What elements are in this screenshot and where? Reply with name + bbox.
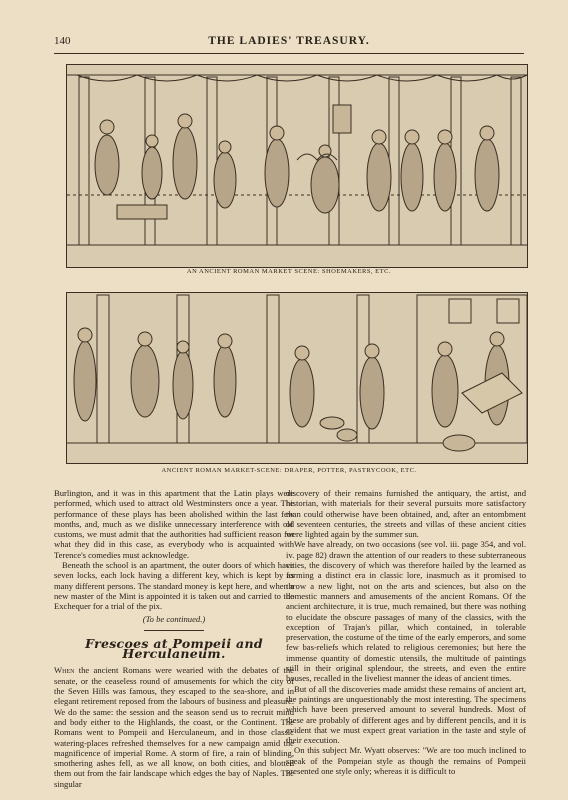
running-head: THE LADIES' TREASURY. bbox=[208, 35, 370, 47]
article-title: Frescoes at Pompeii and Herculaneum. bbox=[85, 635, 263, 662]
figure-caption-2: ANCIENT ROMAN MARKET-SCENE: DRAPER, POTTER, PASTRYCOOK, ETC. bbox=[161, 467, 417, 474]
right-column bbox=[286, 488, 526, 776]
right-paragraph-1: discovery of their remains furnished the antiquary, the artist, and historian, with materials for their several pursuits more satisfactory than could otherwise have been obtained, and, after an entombment of seventeen centuries, the streets and villas of these ancient cities were lighted again by the summer sun. bbox=[286, 488, 526, 540]
figure-caption-1: AN ANCIENT ROMAN MARKET SCENE: SHOEMAKERS, ETC. bbox=[186, 268, 392, 275]
page-header bbox=[54, 35, 524, 53]
engraving-draper-potter bbox=[66, 292, 528, 464]
left-paragraph-2: Beneath the school is an apartment, the outer doors of which have seven locks, each lock having a different key, which is kept by as many different persons. The standard money is kept here, and when a new master of the Mint is appointed it is taken out and carried to the Exchequer for a trial of the pix. bbox=[54, 560, 294, 612]
right-paragraph-3: But of all the discoveries made amidst these remains of ancient art, the paintings are unquestionably the most interesting. The specimens which have been preserved amount to several hundreds. Most of these are probably of different ages and by different pencils, and it is evident that we must expect great variation in the taste and style of their execution. bbox=[286, 683, 526, 746]
right-paragraph-2: We have already, on two occasions (see vol. iii. page 354, and vol. iv. page 82) drawn the attention of our readers to these subterraneous cities, the discovery of which was therefore hailed by the learned as forming a distinct era in classic lore, inasmuch as it promised to throw a new light, not on the arts and sciences, but also on the domestic manners and amusements of the ancient Romans. Of the ancient architecture, it is true, much remained, but there was nothing to elucidate the obscure passages of many of the classics, with the exception of Trajan's pillar, which contained, in tolerable preservation, the costume of the time of the early emperors, and some few bas-reliefs which related to religious ceremonies; but here the immense quantity of domestic utensils, the multitude of paintings still in their original splendour, the streets, and even the entire houses, recalled in the liveliest manner the ideas of ancient times. bbox=[286, 539, 526, 684]
left-paragraph-3-text: the ancient Romans were wearied with the debates of the senate, or the ceaseless round of amusements for which the city of the Seven Hills was famous, they escaped to the sea-shore, and in elegant retirement reposed from the labours of business and pleasure. We do the same: the session and the season send us to recruit mind and body either to the Highlands, the coast, or the Continent. The Romans went to Pompeii and Herculaneum, and in those classic watering-places refreshed themselves for a new campaign amid the magnificence of imperial Rome. A storm of fire, a rain of blinding, smothering ashes fell, as we all know, on both cities, and blotted them out from the fair landscape which edges the bay of Naples. The singular bbox=[54, 665, 294, 789]
engraving-shoemakers bbox=[66, 64, 528, 268]
page-number: 140 bbox=[54, 35, 71, 47]
draper-potter-illustration bbox=[67, 293, 527, 463]
left-column bbox=[54, 488, 294, 789]
shoemakers-illustration bbox=[67, 65, 527, 267]
title-rule bbox=[144, 630, 204, 631]
continued-note: (To be continued.) bbox=[142, 613, 206, 624]
left-paragraph-1: Burlington, and it was in this apartment that the Latin plays were performed, which used to attract old Westminsters once a year. The performance of these plays has been abolished within the last few months, and, much as we dislike unnecessary interference with old customs, we must admit that the authorities had sufficient reason for what they did in this case, as everybody who is acquainted with Terence's comedies must acknowledge. bbox=[54, 488, 294, 560]
header-rule bbox=[54, 53, 524, 54]
left-paragraph-3 bbox=[54, 665, 294, 789]
drop-lead-word: When bbox=[54, 665, 75, 676]
right-paragraph-4: On this subject Mr. Wyatt observes: "We are too much inclined to speak of the Pompeian style as though the remains of Pompeii presented one style only; whereas it is difficult to bbox=[286, 745, 526, 777]
